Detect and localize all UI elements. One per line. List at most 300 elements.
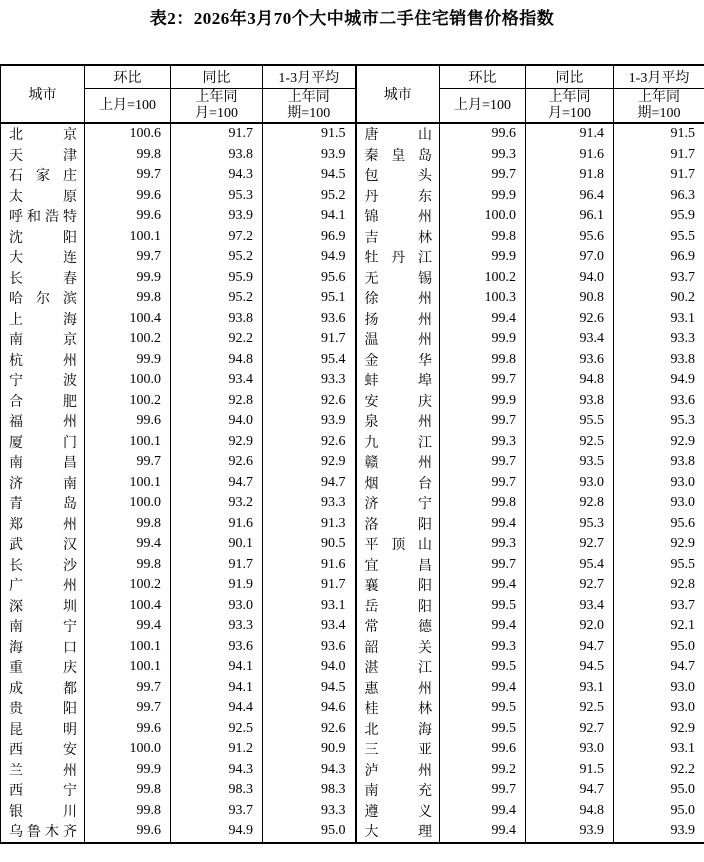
city-cell — [356, 760, 440, 781]
table-row — [1, 678, 704, 699]
city-char: 原 — [63, 186, 77, 206]
header-base-line: 月=100 — [171, 106, 262, 122]
city-char: 阳 — [418, 575, 432, 595]
city-cell — [356, 350, 440, 371]
table-row — [1, 637, 704, 658]
avg-cell: 94.6 — [263, 698, 356, 719]
yoy-cell: 92.5 — [526, 432, 614, 453]
city-name — [1, 637, 84, 657]
header-base-line: 上年同 — [263, 90, 355, 106]
city-char: 安 — [63, 739, 77, 759]
city-cell — [356, 739, 440, 760]
city-char: 贵 — [9, 698, 23, 718]
avg-cell: 92.9 — [614, 719, 704, 740]
city-name — [357, 186, 440, 206]
mom-cell: 100.3 — [440, 288, 526, 309]
city-cell — [356, 370, 440, 391]
city-char: 川 — [63, 801, 77, 821]
city-cell — [1, 288, 85, 309]
yoy-cell: 91.7 — [171, 123, 263, 145]
city-char: 岛 — [63, 493, 77, 513]
city-cell — [1, 534, 85, 555]
table-row — [1, 555, 704, 576]
yoy-cell: 91.8 — [526, 165, 614, 186]
city-char: 北 — [9, 124, 23, 144]
city-char: 安 — [365, 391, 379, 411]
mom-cell: 100.1 — [85, 432, 171, 453]
avg-cell: 95.6 — [263, 268, 356, 289]
city-char: 台 — [418, 473, 432, 493]
city-cell — [356, 678, 440, 699]
city-name — [357, 657, 440, 677]
mom-cell: 99.8 — [85, 288, 171, 309]
table-row — [1, 391, 704, 412]
city-char: 庆 — [63, 657, 77, 677]
city-cell — [1, 145, 85, 166]
yoy-cell: 92.6 — [171, 452, 263, 473]
yoy-cell: 97.0 — [526, 247, 614, 268]
city-name — [1, 719, 84, 739]
city-cell — [1, 719, 85, 740]
yoy-cell: 92.7 — [526, 575, 614, 596]
city-cell — [356, 329, 440, 350]
city-cell — [1, 268, 85, 289]
city-char: 浩 — [45, 206, 59, 226]
city-char: 德 — [418, 616, 432, 636]
avg-cell: 95.1 — [263, 288, 356, 309]
city-char: 南 — [9, 452, 23, 472]
header-avg-base-right — [614, 89, 704, 124]
mom-cell: 99.7 — [440, 780, 526, 801]
mom-cell: 100.2 — [85, 391, 171, 412]
avg-cell: 96.9 — [263, 227, 356, 248]
city-name — [1, 370, 84, 390]
city-name — [1, 514, 84, 534]
mom-cell: 99.3 — [440, 432, 526, 453]
header-mom-base-left: 上月=100 — [85, 89, 171, 124]
header-base-line: 月=100 — [526, 106, 613, 122]
city-char: 徐 — [365, 288, 379, 308]
header-yoy-base-left — [171, 89, 263, 124]
avg-cell: 95.0 — [263, 821, 356, 843]
header-mom-left: 环比 — [85, 65, 171, 89]
avg-cell: 93.3 — [263, 370, 356, 391]
yoy-cell: 95.6 — [526, 227, 614, 248]
avg-cell: 93.6 — [614, 391, 704, 412]
avg-cell: 90.9 — [263, 739, 356, 760]
table-row — [1, 329, 704, 350]
table-row — [1, 493, 704, 514]
yoy-cell: 94.1 — [171, 657, 263, 678]
city-cell — [356, 637, 440, 658]
city-name — [1, 432, 84, 452]
mom-cell: 100.1 — [85, 227, 171, 248]
mom-cell: 100.0 — [440, 206, 526, 227]
avg-cell: 91.7 — [263, 329, 356, 350]
header-yoy-right: 同比 — [526, 65, 614, 89]
city-char: 湛 — [365, 657, 379, 677]
city-name — [1, 350, 84, 370]
mom-cell: 99.6 — [85, 719, 171, 740]
table-header — [1, 65, 704, 123]
city-char: 无 — [365, 268, 379, 288]
city-cell — [1, 698, 85, 719]
yoy-cell: 93.4 — [171, 370, 263, 391]
city-cell — [356, 268, 440, 289]
city-char: 沈 — [9, 227, 23, 247]
city-name — [1, 821, 84, 841]
city-cell — [356, 411, 440, 432]
city-cell — [1, 227, 85, 248]
yoy-cell: 93.7 — [171, 801, 263, 822]
city-char: 东 — [418, 186, 432, 206]
avg-cell: 95.0 — [614, 780, 704, 801]
header-mom-right: 环比 — [440, 65, 526, 89]
avg-cell: 92.6 — [263, 719, 356, 740]
yoy-cell: 92.8 — [171, 391, 263, 412]
yoy-cell: 93.3 — [171, 616, 263, 637]
city-name — [357, 719, 440, 739]
city-cell — [356, 145, 440, 166]
city-name — [357, 432, 440, 452]
yoy-cell: 94.8 — [526, 801, 614, 822]
city-char: 州 — [63, 575, 77, 595]
yoy-cell: 95.2 — [171, 247, 263, 268]
city-char: 都 — [63, 678, 77, 698]
city-char: 郑 — [9, 514, 23, 534]
header-avg-left: 1-3月平均 — [263, 65, 356, 89]
city-name — [1, 288, 84, 308]
city-cell — [356, 391, 440, 412]
city-name — [357, 780, 440, 800]
page-title: 表2：2026年3月70个大中城市二手住宅销售价格指数 — [0, 7, 704, 31]
city-char: 肥 — [63, 391, 77, 411]
table-row — [1, 760, 704, 781]
avg-cell: 94.9 — [614, 370, 704, 391]
city-char: 圳 — [63, 596, 77, 616]
mom-cell: 100.4 — [85, 309, 171, 330]
mom-cell: 99.7 — [440, 370, 526, 391]
city-char: 州 — [418, 411, 432, 431]
city-cell — [1, 432, 85, 453]
city-cell — [356, 698, 440, 719]
city-name — [1, 493, 84, 513]
mom-cell: 99.5 — [440, 719, 526, 740]
table-row — [1, 165, 704, 186]
city-char: 惠 — [365, 678, 379, 698]
avg-cell: 93.6 — [263, 637, 356, 658]
header-yoy-base-right — [526, 89, 614, 124]
city-char: 长 — [9, 555, 23, 575]
table-row — [1, 288, 704, 309]
mom-cell: 99.7 — [85, 698, 171, 719]
city-name — [1, 227, 84, 247]
avg-cell: 91.6 — [263, 555, 356, 576]
city-cell — [356, 821, 440, 843]
mom-cell: 99.3 — [440, 534, 526, 555]
city-char: 南 — [365, 780, 379, 800]
mom-cell: 100.2 — [85, 329, 171, 350]
avg-cell: 93.3 — [263, 493, 356, 514]
price-index-table — [0, 64, 704, 844]
city-char: 太 — [9, 186, 23, 206]
avg-cell: 92.9 — [614, 432, 704, 453]
city-char: 汉 — [63, 534, 77, 554]
city-char: 常 — [365, 616, 379, 636]
mom-cell: 99.8 — [440, 350, 526, 371]
city-name — [1, 247, 84, 267]
header-yoy-left: 同比 — [171, 65, 263, 89]
city-char: 沙 — [63, 555, 77, 575]
city-char: 岳 — [365, 596, 379, 616]
city-char: 扬 — [365, 309, 379, 329]
mom-cell: 100.2 — [440, 268, 526, 289]
yoy-cell: 93.8 — [171, 309, 263, 330]
avg-cell: 93.1 — [263, 596, 356, 617]
mom-cell: 99.8 — [85, 555, 171, 576]
city-name — [357, 760, 440, 780]
header-avg-right: 1-3月平均 — [614, 65, 704, 89]
mom-cell: 99.9 — [85, 760, 171, 781]
city-char: 大 — [9, 247, 23, 267]
yoy-cell: 93.4 — [526, 596, 614, 617]
city-char: 南 — [9, 329, 23, 349]
city-char: 唐 — [365, 124, 379, 144]
yoy-cell: 93.9 — [526, 821, 614, 843]
city-char: 呼 — [9, 206, 23, 226]
city-cell — [356, 534, 440, 555]
city-char: 江 — [418, 247, 432, 267]
city-char: 州 — [63, 411, 77, 431]
avg-cell: 93.9 — [263, 411, 356, 432]
mom-cell: 99.6 — [85, 411, 171, 432]
mom-cell: 100.1 — [85, 657, 171, 678]
avg-cell: 91.7 — [614, 165, 704, 186]
city-name — [357, 616, 440, 636]
city-cell — [1, 391, 85, 412]
table-row — [1, 186, 704, 207]
yoy-cell: 90.1 — [171, 534, 263, 555]
city-char: 西 — [9, 739, 23, 759]
avg-cell: 91.5 — [614, 123, 704, 145]
mom-cell: 99.4 — [440, 678, 526, 699]
avg-cell: 94.7 — [263, 473, 356, 494]
city-char: 岛 — [418, 145, 432, 165]
mom-cell: 99.7 — [85, 678, 171, 699]
yoy-cell: 93.0 — [526, 739, 614, 760]
yoy-cell: 93.2 — [171, 493, 263, 514]
city-char: 天 — [9, 145, 23, 165]
city-char: 三 — [365, 739, 379, 759]
yoy-cell: 94.9 — [171, 821, 263, 843]
yoy-cell: 96.1 — [526, 206, 614, 227]
avg-cell: 95.5 — [614, 227, 704, 248]
mom-cell: 99.4 — [85, 534, 171, 555]
mom-cell: 100.6 — [85, 123, 171, 145]
mom-cell: 99.8 — [85, 514, 171, 535]
city-char: 州 — [418, 678, 432, 698]
city-name — [357, 493, 440, 513]
city-cell — [1, 596, 85, 617]
avg-cell: 92.1 — [614, 616, 704, 637]
avg-cell: 91.7 — [263, 575, 356, 596]
city-char: 家 — [36, 165, 50, 185]
mom-cell: 100.2 — [85, 575, 171, 596]
city-name — [357, 124, 440, 144]
city-char: 桂 — [365, 698, 379, 718]
yoy-cell: 94.3 — [171, 760, 263, 781]
city-cell — [1, 247, 85, 268]
mom-cell: 100.0 — [85, 493, 171, 514]
avg-cell: 94.3 — [263, 760, 356, 781]
table-row — [1, 309, 704, 330]
yoy-cell: 91.6 — [171, 514, 263, 535]
city-char: 木 — [45, 821, 59, 841]
city-name — [1, 760, 84, 780]
city-char: 海 — [418, 719, 432, 739]
city-char: 州 — [63, 760, 77, 780]
yoy-cell: 95.5 — [526, 411, 614, 432]
avg-cell: 95.0 — [614, 637, 704, 658]
city-name — [1, 145, 84, 165]
table-row — [1, 596, 704, 617]
city-cell — [356, 227, 440, 248]
avg-cell: 93.0 — [614, 678, 704, 699]
city-char: 杭 — [9, 350, 23, 370]
city-char: 州 — [63, 350, 77, 370]
city-cell — [356, 616, 440, 637]
city-name — [357, 821, 440, 841]
city-char: 合 — [9, 391, 23, 411]
header-base-line: 上年同 — [171, 90, 262, 106]
city-cell — [356, 432, 440, 453]
yoy-cell: 93.8 — [526, 391, 614, 412]
city-char: 赣 — [365, 452, 379, 472]
city-cell — [1, 493, 85, 514]
city-name — [1, 698, 84, 718]
city-name — [357, 247, 440, 267]
city-char: 锦 — [365, 206, 379, 226]
city-char: 平 — [365, 534, 379, 554]
city-char: 华 — [418, 350, 432, 370]
mom-cell: 99.4 — [440, 575, 526, 596]
city-char: 宜 — [365, 555, 379, 575]
yoy-cell: 94.5 — [526, 657, 614, 678]
city-char: 西 — [9, 780, 23, 800]
city-cell — [356, 288, 440, 309]
city-name — [357, 165, 440, 185]
city-name — [357, 268, 440, 288]
avg-cell: 94.0 — [263, 657, 356, 678]
city-name — [357, 329, 440, 349]
city-char: 宁 — [9, 370, 23, 390]
city-char: 吉 — [365, 227, 379, 247]
avg-cell: 96.3 — [614, 186, 704, 207]
table-row — [1, 123, 704, 145]
yoy-cell: 96.4 — [526, 186, 614, 207]
table-row — [1, 411, 704, 432]
yoy-cell: 91.7 — [171, 555, 263, 576]
mom-cell: 99.6 — [440, 123, 526, 145]
city-char: 山 — [418, 124, 432, 144]
city-name — [1, 124, 84, 144]
avg-cell: 92.9 — [614, 534, 704, 555]
mom-cell: 99.9 — [85, 350, 171, 371]
mom-cell: 99.7 — [85, 165, 171, 186]
city-cell — [356, 247, 440, 268]
mom-cell: 99.6 — [85, 206, 171, 227]
city-cell — [356, 555, 440, 576]
yoy-cell: 92.8 — [526, 493, 614, 514]
yoy-cell: 94.8 — [526, 370, 614, 391]
city-name — [1, 575, 84, 595]
avg-cell: 96.9 — [614, 247, 704, 268]
city-char: 青 — [9, 493, 23, 513]
city-char: 庆 — [418, 391, 432, 411]
city-char: 和 — [27, 206, 41, 226]
city-char: 泸 — [365, 760, 379, 780]
city-char: 门 — [63, 432, 77, 452]
header-city-left: 城市 — [1, 65, 85, 123]
city-char: 烟 — [365, 473, 379, 493]
mom-cell: 100.1 — [85, 637, 171, 658]
city-char: 亚 — [418, 739, 432, 759]
city-name — [357, 206, 440, 226]
yoy-cell: 95.9 — [171, 268, 263, 289]
mom-cell: 99.5 — [440, 596, 526, 617]
city-name — [357, 801, 440, 821]
city-cell — [356, 186, 440, 207]
city-char: 韶 — [365, 637, 379, 657]
city-name — [1, 657, 84, 677]
city-char: 充 — [418, 780, 432, 800]
city-char: 州 — [418, 206, 432, 226]
mom-cell: 99.4 — [85, 616, 171, 637]
avg-cell: 90.2 — [614, 288, 704, 309]
city-name — [357, 534, 440, 554]
city-char: 乌 — [9, 821, 23, 841]
avg-cell: 93.0 — [614, 698, 704, 719]
city-char: 重 — [9, 657, 23, 677]
avg-cell: 94.7 — [614, 657, 704, 678]
header-city-right: 城市 — [356, 65, 440, 123]
mom-cell: 99.7 — [85, 247, 171, 268]
city-char: 阳 — [418, 514, 432, 534]
city-char: 阳 — [63, 227, 77, 247]
header-mom-base-right: 上月=100 — [440, 89, 526, 124]
city-name — [1, 309, 84, 329]
city-cell — [1, 350, 85, 371]
mom-cell: 99.6 — [85, 821, 171, 843]
mom-cell: 99.7 — [440, 555, 526, 576]
avg-cell: 91.5 — [263, 123, 356, 145]
city-cell — [1, 678, 85, 699]
city-name — [357, 145, 440, 165]
city-name — [1, 411, 84, 431]
mom-cell: 99.7 — [440, 411, 526, 432]
city-char: 口 — [63, 637, 77, 657]
city-cell — [1, 452, 85, 473]
city-name — [1, 801, 84, 821]
mom-cell: 99.8 — [440, 227, 526, 248]
avg-cell: 94.5 — [263, 165, 356, 186]
avg-cell: 93.8 — [614, 350, 704, 371]
city-cell — [1, 370, 85, 391]
city-char: 昌 — [418, 555, 432, 575]
city-char: 皇 — [391, 145, 405, 165]
avg-cell: 93.6 — [263, 309, 356, 330]
table-row — [1, 514, 704, 535]
